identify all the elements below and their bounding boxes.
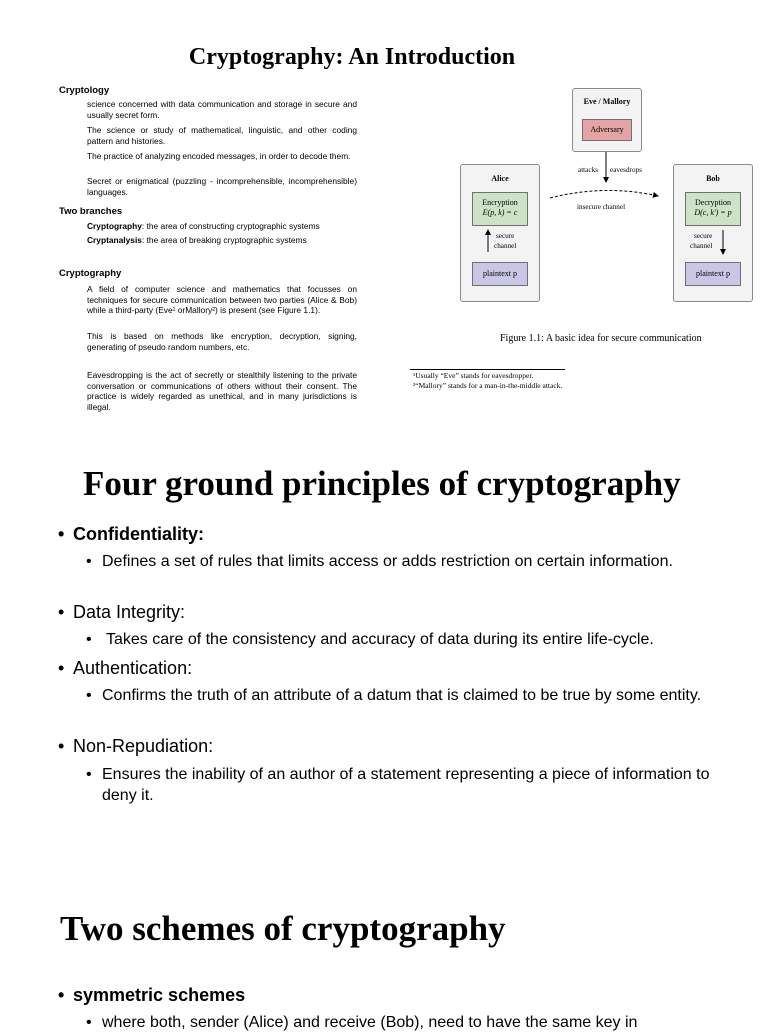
branch-term: Cryptography: [87, 221, 142, 231]
branch-item: [87, 221, 357, 232]
definition: science concerned with data communication and storage in secure and usually secret form.: [87, 99, 357, 120]
description-text: Defines a set of rules that limits access or adds restriction on certain information.: [102, 553, 673, 570]
scheme-name: symmetric schemes: [73, 985, 246, 1005]
channel-label: channel: [494, 242, 517, 250]
plaintext-box: plaintext p: [685, 262, 741, 286]
principle-description: • Ensures the inability of an author of a statement representing a piece of information to deny it.: [86, 764, 736, 806]
principle-heading: • Data Integrity:: [58, 602, 186, 622]
alice-label: Alice: [491, 174, 509, 183]
insecure-channel-label: insecure channel: [577, 203, 626, 211]
footnote: ¹Usually “Eve” stands for eavesdropper.: [413, 371, 534, 380]
principle-heading: • Non-Repudiation:: [58, 736, 214, 756]
slide-title: Cryptography: An Introduction: [188, 44, 516, 70]
secure-label: secure: [496, 232, 515, 240]
principle-name: Non-Repudiation:: [73, 736, 214, 756]
adversary-box: Adversary: [582, 119, 632, 141]
insecure-channel-arrow: [550, 190, 658, 198]
description-text: Takes care of the consistency and accuracy of data during its entire life-cycle.: [106, 631, 654, 648]
scheme-description: • where both, sender (Alice) and receive (Bob), need to have the same key in: [86, 1012, 736, 1033]
figure-caption: Figure 1.1: A basic idea for secure communication: [500, 333, 702, 344]
branch-text: : the area of breaking cryptographic systems: [141, 235, 307, 245]
bob-label: Bob: [706, 174, 720, 183]
paragraph: Eavesdropping is the act of secretly or stealthily listening to the private conversation or communications of others without their consent. The practice is widely regarded as unethical, and in many jurisdictions is illegal.: [87, 370, 357, 412]
secure-label: secure: [694, 232, 713, 240]
definition: The practice of analyzing encoded messages, in order to decode them.: [87, 151, 351, 161]
description-text: Ensures the inability of an author of a statement representing a piece of information to deny it.: [102, 766, 710, 804]
branch-text: : the area of constructing cryptographic systems: [141, 221, 320, 231]
principle-description: • Takes care of the consistency and accuracy of data during its entire life-cycle.: [86, 629, 736, 650]
footnote-divider: [410, 369, 565, 370]
paragraph: This is based on methods like encryption, decryption, signing, generating of pseudo random numbers, etc.: [87, 331, 357, 352]
section-heading: Two branches: [59, 206, 123, 217]
principle-description: • Defines a set of rules that limits access or adds restriction on certain information.: [86, 551, 736, 572]
description-text: Confirms the truth of an attribute of a datum that is claimed to be true by some entity.: [102, 687, 702, 704]
section-heading: Cryptography: [59, 268, 122, 279]
eavesdrops-label: eavesdrops: [610, 166, 642, 174]
decryption-label: Decryption: [695, 198, 731, 207]
attacks-label: attacks: [578, 166, 598, 174]
scheme-heading: • symmetric schemes: [58, 985, 246, 1005]
branch-item: [87, 235, 357, 246]
description-text: where both, sender (Alice) and receive (Bob), need to have the same key in: [102, 1014, 638, 1031]
principle-name: Authentication:: [73, 658, 193, 678]
encryption-label: Encryption: [482, 198, 518, 207]
decryption-formula: D(c, k') = p: [694, 208, 732, 217]
diagram-arrows: [455, 80, 755, 310]
encryption-formula: E(p, k) = c: [482, 208, 518, 217]
plaintext-box: plaintext p: [472, 262, 528, 286]
definition: The science or study of mathematical, linguistic, and other coding pattern and histories.: [87, 125, 357, 146]
principle-heading: • Authentication:: [58, 658, 193, 678]
principle-description: • Confirms the truth of an attribute of a datum that is claimed to be true by some entity.: [86, 685, 736, 706]
paragraph: A field of computer science and mathematics that focusses on techniques for secure communication between two parties (Alice & Bob) while a third-party (Eve¹ orMallory²) is present (see Figure 1.1).: [87, 284, 357, 315]
eve-label: Eve / Mallory: [583, 97, 631, 106]
slide-title: Two schemes of cryptography: [60, 909, 506, 948]
channel-label: channel: [690, 242, 713, 250]
footnote: ²“Mallory” stands for a man-in-the-middle attack.: [413, 381, 563, 390]
principle-name: Data Integrity:: [73, 602, 186, 622]
principle-name: Confidentiality:: [73, 524, 204, 544]
slide-title: Four ground principles of cryptography: [83, 464, 681, 503]
branch-term: Cryptanalysis: [87, 235, 142, 245]
definition: Secret or enigmatical (puzzling - incomprehensible, incomprehensible) languages.: [87, 176, 357, 197]
principle-heading: • Confidentiality:: [58, 524, 204, 544]
section-heading: Cryptology: [59, 85, 110, 96]
